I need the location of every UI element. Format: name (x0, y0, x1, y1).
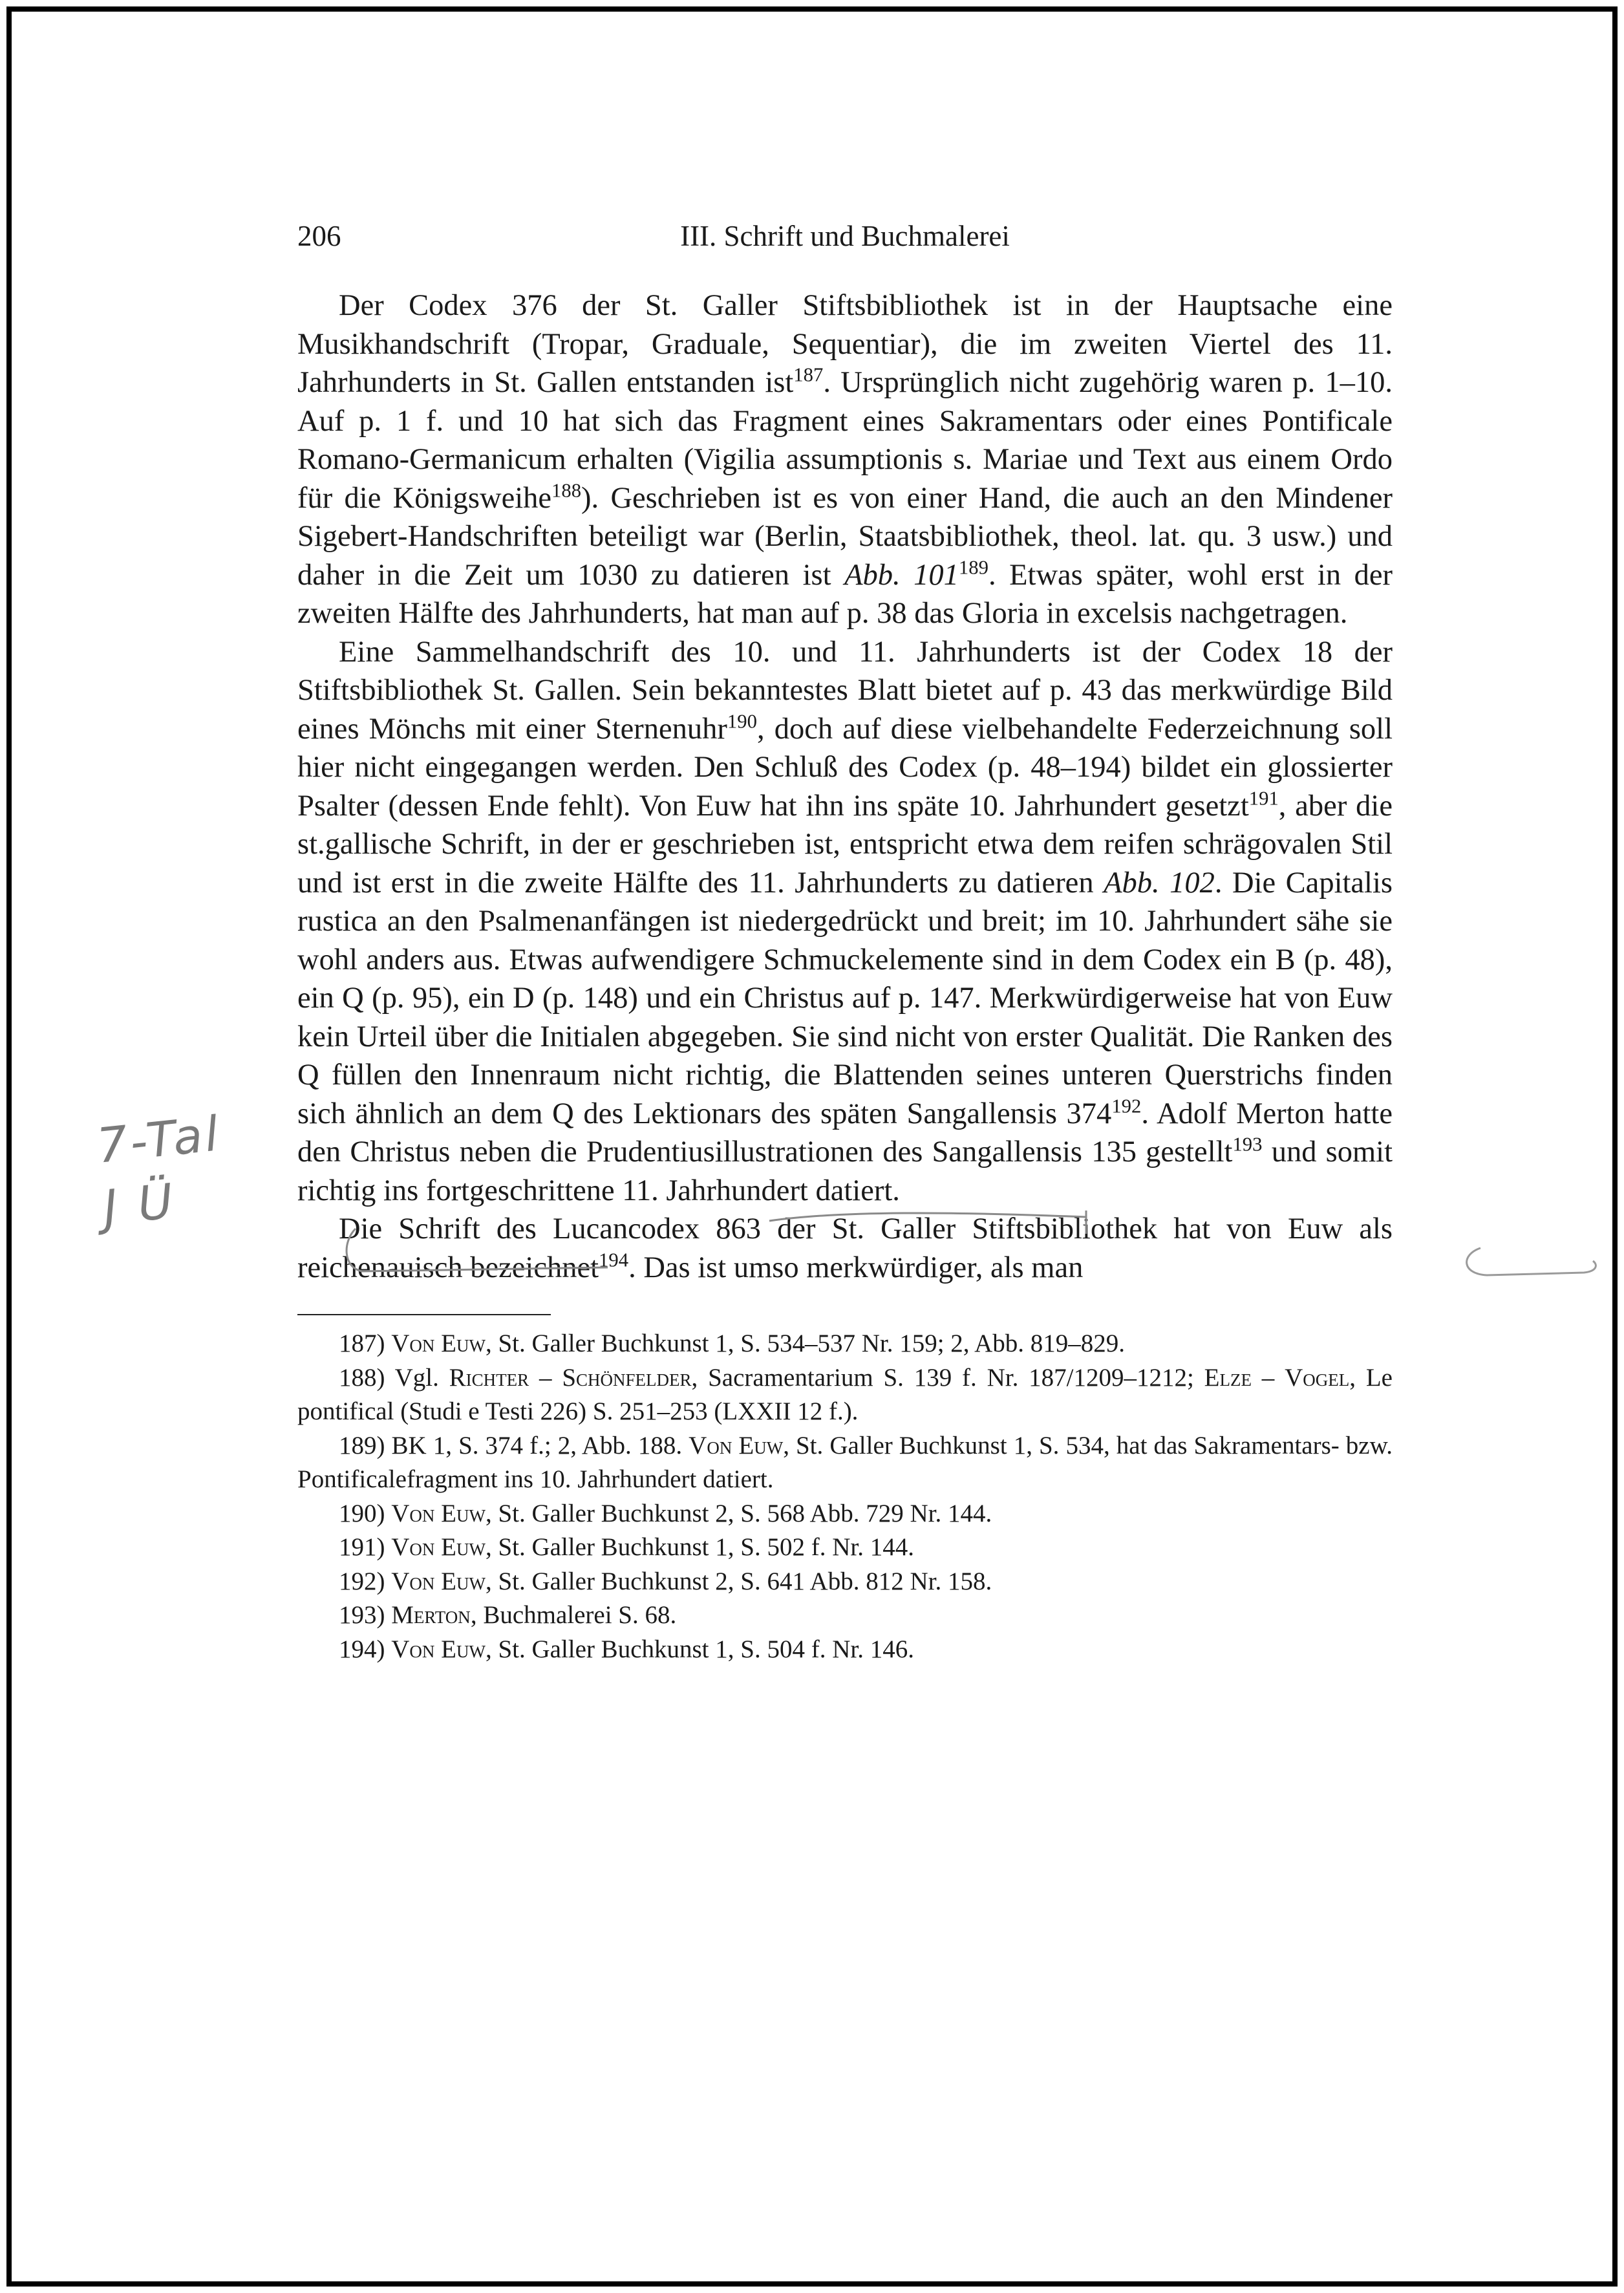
author-name: Schönfelder (562, 1363, 692, 1392)
author-name: Von Euw (391, 1533, 486, 1561)
margin-annotation: J Ü (100, 1173, 178, 1236)
footnote-rule (297, 1314, 551, 1315)
footnote: 187) Von Euw, St. Galler Buchkunst 1, S. 534–537 Nr. 159; 2, Abb. 819–829. (339, 1330, 1126, 1357)
footnote: 194) Von Euw, St. Galler Buchkunst 1, S. 504 f. Nr. 146. (339, 1635, 914, 1663)
author-name: Von Euw (391, 1635, 486, 1663)
paragraph: Die Schrift des Lucancodex 863 der St. Galler Stiftsbibliothek hat von Euw als reichenauisch bezeichnet$^{194}$. Das ist umso merkwürdiger, als man (297, 1212, 1393, 1284)
footnote-reference: 188 (551, 479, 582, 501)
author-name: Von Euw (391, 1567, 486, 1595)
footnote-reference: 191 (1248, 787, 1279, 809)
footnote: 190) Von Euw, St. Galler Buchkunst 2, S. 568 Abb. 729 Nr. 144. (339, 1499, 992, 1527)
footnote: 189) BK 1, S. 374 f.; 2, Abb. 188. Von Euw, St. Galler Buchkunst 1, S. 534, hat das Sakramentars- bzw. Pontificalefragment ins 10. Jahrhundert datiert. (297, 1431, 1393, 1493)
footnote: 193) Merton, Buchmalerei S. 68. (339, 1601, 677, 1629)
author-name: Richter (449, 1363, 529, 1392)
book-page (297, 217, 1393, 1666)
author-name: Merton (391, 1601, 471, 1629)
author-name: Elze (1204, 1363, 1252, 1392)
pencil-bracket-mark (336, 1216, 621, 1280)
author-name: Von Euw (391, 1499, 486, 1527)
footnote-reference: 190 (727, 710, 757, 732)
paragraph: Der Codex 376 der St. Galler Stiftsbibliothek ist in der Hauptsache eine Musikhandschrift (Tropar, Graduale, Sequentiar), die im zweiten Viertel des 11. Jahrhunderts in St. Gallen entstanden ist$^{187}$. Ursprünglich nicht zugehörig waren p. 1–10. Auf p. 1 f. und 10 hat sich das Fragment eines Sakramentars oder eines Pontificale Romano-Germanicum erhalten (Vigilia assumptionis s. Mariae und Text aus einem Ordo für die Königsweihe$^{188}$). Geschrieben ist es von einer Hand, die auch an den Mindener Sigebert-Handschriften beteiligt war (Berlin, Staatsbibliothek, theol. lat. qu. 3 usw.) und daher in die Zeit um 1030 zu datieren ist Abb. $101^{189}$. Etwas später, wohl erst in der zweiten Hälfte des Jahrhunderts, hat man auf p. 38 das Gloria in excelsis nachgetragen. (297, 289, 1393, 630)
footnote-reference: 194 (599, 1249, 629, 1271)
footnote: 191) Von Euw, St. Galler Buchkunst 1, S. 502 f. Nr. 144. (339, 1533, 914, 1561)
pencil-margin-mark (1455, 1242, 1603, 1287)
paragraph: Eine Sammelhandschrift des 10. und 11. Jahrhunderts ist der Codex 18 der Stiftsbibliothek St. Gallen. Sein bekanntestes Blatt bietet auf p. 43 das merkwürdige Bild eines Mönchs mit einer Sternenuhr$^{190}$, doch auf diese vielbehandelte Federzeichnung soll hier nicht eingegangen werden. Den Schluß des Codex (p. 48–194) bildet ein glossierter Psalter (dessen Ende fehlt). Von Euw hat ihn ins späte 10. Jahrhundert gesetzt$^{191}$, aber die st.gallische Schrift, in der er geschrieben ist, entspricht etwa dem reifen schrägovalen Stil und ist erst in die zweite Hälfte des 11. Jahrhunderts zu datieren Abb. 102. Die Capitalis rustica an den Psalmenanfängen ist niedergedrückt und breit; im 10. Jahrhundert sähe sie wohl anders aus. Etwas aufwendigere Schmuckelemente sind in dem Codex ein B (p. 48), ein Q (p. 95), ein D (p. 148) und ein Christus auf p. 147. Merkwürdigerweise hat von Euw kein Urteil über die Initialen abgegeben. Sie sind nicht von erster Qualität. Die Ranken des Q füllen den Innenraum nicht richtig, die Blattenden seines unteren Querstrichs finden sich ähnlich an dem Q des Lektionars des späten Sangallensis $374^{192}$. Adolf Merton hatte den Christus neben die Prudentiusillustrationen des Sangallensis 135 gestellt$^{193}$ und somit richtig ins fortgeschrittene 11. Jahrhundert datiert. (297, 635, 1393, 1207)
running-head (297, 217, 1393, 255)
author-name: Von Euw (689, 1431, 784, 1459)
author-name: Von Euw (391, 1330, 486, 1357)
footnote-reference: 187 (793, 363, 824, 386)
page-number: 206 (297, 220, 341, 252)
figure-reference: Abb. 101 (844, 558, 959, 592)
footnote-reference: 193 (1232, 1133, 1263, 1156)
footnotes (297, 1327, 1393, 1666)
body-text (297, 286, 1393, 1287)
author-name: Vogel (1285, 1363, 1350, 1392)
footnote-reference: 189 (958, 556, 988, 578)
footnote: 192) Von Euw, St. Galler Buchkunst 2, S. 641 Abb. 812 Nr. 158. (339, 1567, 992, 1595)
footnote: 188) Vgl. Richter – Schönfelder, Sacramentarium S. 139 f. Nr. 187/1209–1212; Elze – Vogel, Le pontifical (Studi e Testi 226) S. 251–253 (LXXII 12 f.). (297, 1363, 1393, 1425)
figure-reference: Abb. 102 (1104, 866, 1215, 899)
pencil-underline-mark (763, 1208, 1099, 1286)
footnote-reference: 192 (1111, 1095, 1142, 1117)
margin-annotation: 7-Tal (94, 1106, 224, 1174)
running-title: III. Schrift und Buchmalerei (680, 220, 1010, 252)
